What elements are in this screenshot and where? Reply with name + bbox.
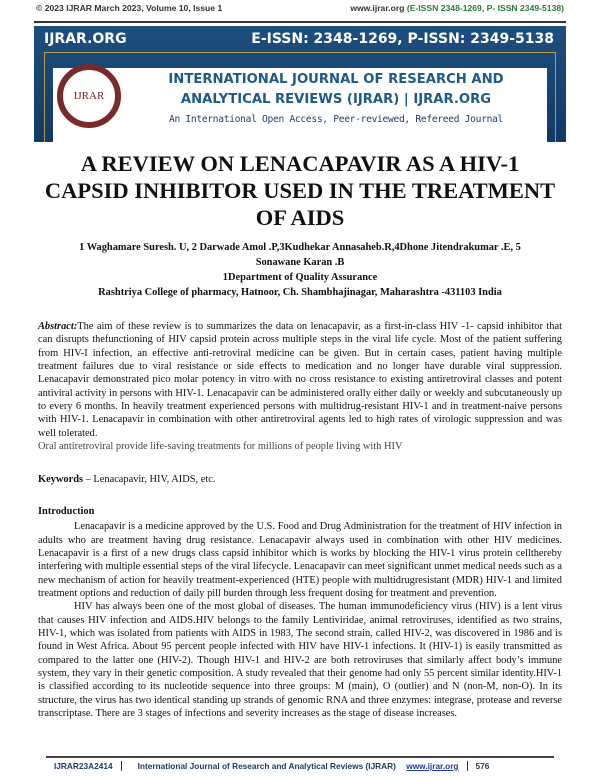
banner-inner <box>53 68 547 142</box>
keywords-label: Keywords <box>38 474 84 485</box>
keywords-text: – Lenacapavir, HIV, AIDS, etc. <box>83 474 216 485</box>
introduction-heading: Introduction <box>38 506 95 517</box>
journal-tagline: An International Open Access, Peer-reviewed, Refereed Journal <box>168 114 504 125</box>
issue-info: © 2023 IJRAR March 2023, Volume 10, Issue 1 <box>36 3 223 13</box>
abstract <box>38 320 562 453</box>
seal-text: IJRAR <box>73 90 105 102</box>
journal-banner <box>34 26 566 142</box>
journal-seal-logo <box>57 64 121 128</box>
banner-issn: E-ISSN: 2348-1269, P-ISSN: 2349-5138 <box>251 31 554 47</box>
paper-id: IJRAR23A2414 <box>54 761 113 771</box>
author-line: Sonawane Karan .B <box>255 257 345 268</box>
page-number: 576 <box>467 761 498 771</box>
keywords <box>38 474 215 485</box>
department: 1Department of Quality Assurance <box>222 272 378 283</box>
page-footer <box>46 756 554 771</box>
abstract-last-line: Oral antiretroviral provide life-saving treatments for millions of people living with HIV <box>38 441 403 453</box>
issn-info: (E-ISSN 2348-1269, P- ISSN 2349-5138) <box>406 3 564 13</box>
footer-link[interactable]: www.ijrar.org <box>406 761 459 771</box>
footer-journal: International Journal of Research and Analytical Reviews (IJRAR) <box>137 761 396 771</box>
paper-title: A REVIEW ON LENACAPAVIR AS A HIV-1 CAPSID INHIBITOR USED IN THE TREATMENT OF AIDS <box>44 151 556 230</box>
journal-name <box>129 70 543 110</box>
affiliation: Rashtriya College of pharmacy, Hatnoor, Ch. Shambhajinagar, Maharashtra -431103 India <box>98 287 502 298</box>
author-block <box>40 240 560 300</box>
banner-brand: IJRAR.ORG <box>44 31 127 47</box>
header-rule <box>34 21 566 23</box>
paragraph: HIV has always been one of the most global of diseases. The human immunodeficiency virus (HIV) is a lent virus that causes HIV infection and AIDS.HIV belongs to the family Lentiviridae, animal retroviruses, identified as two strains, HIV-1, which was isolated from patients with AIDS in 1983, The second strain, called HIV-2, was discovered in 1986 and is found in West Africa. About 95 percent people infected with HIV have HIV-1 infections. It (HIV-1) is easily transmitted as compared to the latter one (HIV-2). Though HIV-1 and HIV-2 are both retroviruses that similarly affect body’s immune system, they vary in their genetic composition. A study revealed that their genome had only 55 percent similar identity.HIV-1 is classified according to its nucleotide sequence into three groups: M (main), O (outlier) and N (non-M, non-O). In its structure, the virus has two identical standing up strands of genomic RNA and three enzymes: integrase, protease and reverse transcriptase. There are 3 stages of infections and severity increases as the stage of disease increases. <box>38 601 562 720</box>
author-line: 1 Waghamare Suresh. U, 2 Darwade Amol .P,3Kudhekar Annasaheb.R,4Dhone Jitendrakumar .E, 5 <box>79 242 521 253</box>
journal-name-line1: INTERNATIONAL JOURNAL OF RESEARCH AND <box>168 72 504 87</box>
abstract-label: Abstract: <box>38 321 78 332</box>
paragraph: Lenacapavir is a medicine approved by the U.S. Food and Drug Administration for the treatment of HIV infection in adults who are treatment having drug resistance. Lenacapavir always used in combination with other HIV medicines. Lenacapavir is a first of a new drugs class capsid inhibitor which is works by blocking the HIV-1 virus protein cellthereby interfering with multiple essential steps of the viral lifecycle. Lenacapavir can meet significant unmet medical needs such as a new mechanism of action for heavily treatment-experienced (HTE) people with multidrugresistant (MDR) HIV-1 and limited treatment options and reduction of daily pill burden through less frequent dosing for treatment and prevention. <box>38 521 562 600</box>
abstract-text: The aim of these review is to summarizes the data on lenacapavir, as a first-in-class HIV -1- capsid inhibitor that can disrupts thefunctioning of HIV capsid protein across multiple steps in the viral life cycle. Most of the patient suffering from HIV-I infection, an effective anti-retroviral medicine can be given. But in certain cases, patient having multiple treatment failures due to viral resistance or side effects to medication and no longer have durable viral suppression. Lenacapavir demonstrated pico molar potency in vitro with no cross resistance to existing antiretroviral classes and potent antiviral activity in persons with HIV-1. Lenacapavir can be administered orally either daily or weekly and subcutaneously up to every 6 months. In heavily treatment experienced persons with multidrug-resistant HIV-1 and in treatment-naive persons with HIV-1. Lenacapavir in combination with other antiretroviral agents led to high rates of virologic suppression and was well tolerated. <box>38 321 562 439</box>
journal-name-line2: ANALYTICAL REVIEWS (IJRAR) | IJRAR.ORG <box>180 92 492 107</box>
site-url: www.ijrar.org <box>350 3 405 13</box>
introduction-section <box>38 505 562 721</box>
running-header <box>36 3 564 13</box>
